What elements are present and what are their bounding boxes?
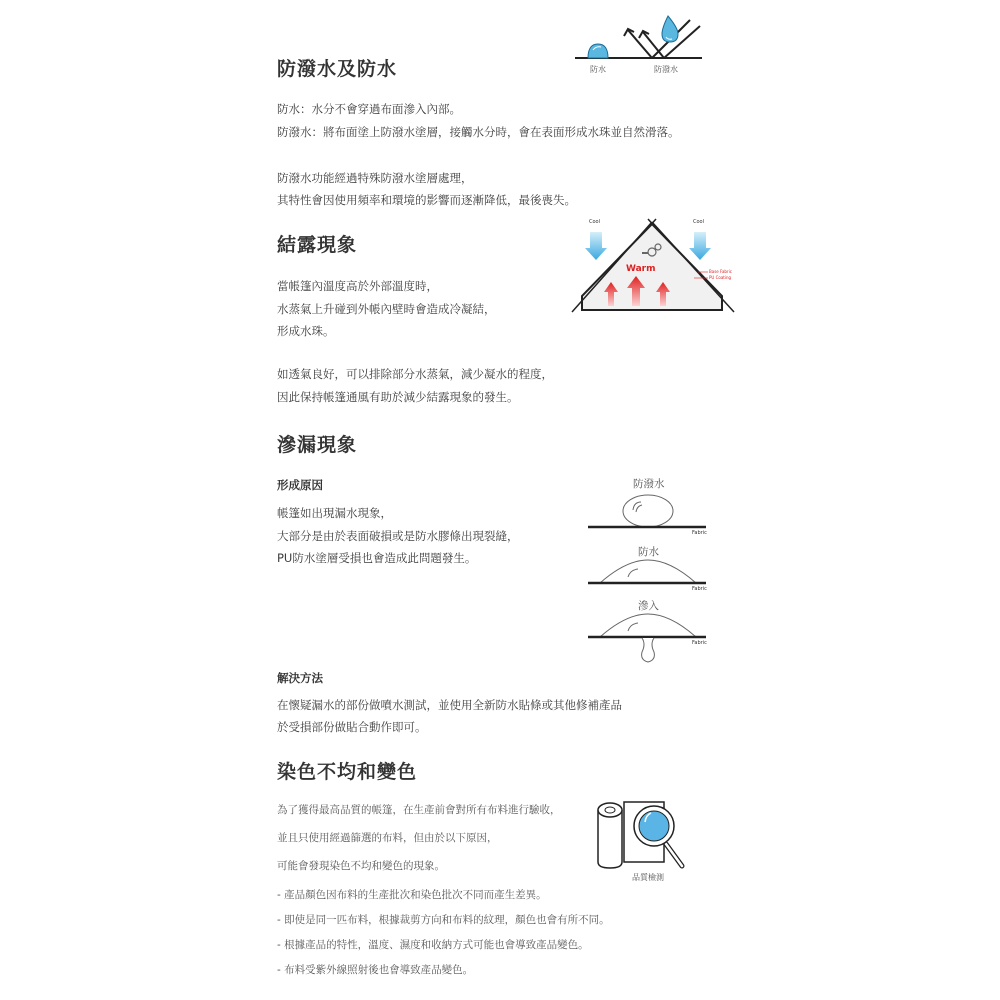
dye-line-1: 為了獲得最高品質的帳篷，在生產前會對所有布料進行驗收， <box>277 804 561 816</box>
dye-bullet-1: - 產品顏色因布料的生產批次和染色批次不同而產生差異。 <box>277 889 547 901</box>
dye-bullet-3: - 根據產品的特性，溫度、濕度和收納方式可能也會導致產品變色。 <box>277 939 589 951</box>
fabric-label-1: Fabric <box>692 530 707 536</box>
waterproof-line-4: 其特性會因使用頻率和環境的影響而逐漸降低，最後喪失。 <box>277 193 576 207</box>
cool-label-left: Cool <box>589 219 600 225</box>
solution-subtitle: 解決方法 <box>277 671 323 685</box>
solution-line-1: 在懷疑漏水的部份做噴水測試，並使用全新防水貼條或其他修補產品 <box>277 698 622 712</box>
waterproof-line-1: 防水：水分不會穿過布面滲入內部。 <box>277 102 461 116</box>
condensation-line-2: 水蒸氣上升碰到外帳內壁時會造成冷凝結， <box>277 302 496 316</box>
section-title-dye: 染色不均和變色 <box>277 761 418 783</box>
fabric-roll-magnifier-icon <box>594 796 694 876</box>
condensation-line-5: 因此保持帳篷通風有助於減少結露現象的發生。 <box>277 390 519 404</box>
dye-bullet-4: - 布料受紫外線照射後也會導致產品變色。 <box>277 964 474 976</box>
leak-label-water-repellent: 防潑水 <box>633 478 665 490</box>
pu-coating-label: PU Coating <box>709 275 732 280</box>
figure-label-waterproof: 防水 <box>590 65 606 74</box>
base-fabric-label: Base Fabric <box>709 269 732 274</box>
section-title-waterproof: 防潑水及防水 <box>277 58 398 80</box>
dye-line-2: 並且只使用經過篩選的布料，但由於以下原因， <box>277 832 498 844</box>
condensation-line-4: 如透氣良好，可以排除部分水蒸氣，減少凝水的程度， <box>277 367 553 381</box>
waterproof-line-2: 防潑水：將布面塗上防潑水塗層，接觸水分時，會在表面形成水珠並自然滑落。 <box>277 125 680 139</box>
dye-line-3: 可能會發現染色不均和變色的現象。 <box>277 860 445 872</box>
cause-line-3: PU防水塗層受損也會造成此問題發生。 <box>277 551 477 565</box>
leakage-figure <box>586 474 706 666</box>
quality-inspection-figure <box>594 796 694 886</box>
cause-line-2: 大部分是由於表面破損或是防水膠條出現裂縫， <box>277 529 519 543</box>
fabric-label-3: Fabric <box>692 640 707 646</box>
warm-label: Warm <box>626 264 656 274</box>
condensation-line-1: 當帳篷內溫度高於外部溫度時， <box>277 279 438 293</box>
waterproof-figure <box>572 12 708 78</box>
droplet-fabric-diagram-icon <box>586 474 706 666</box>
dye-bullet-2: - 即使是同一匹布料，根據裁剪方向和布料的紋理，顏色也會有所不同。 <box>277 914 610 926</box>
section-title-leakage: 滲漏現象 <box>277 434 358 456</box>
condensation-figure <box>570 216 740 322</box>
quality-inspection-caption: 品質檢測 <box>632 873 664 882</box>
solution-line-2: 於受損部份做貼合動作即可。 <box>277 720 427 734</box>
condensation-line-3: 形成水珠。 <box>277 324 335 338</box>
leak-label-waterproof: 防水 <box>638 546 659 558</box>
leak-label-seepage: 滲入 <box>638 600 659 612</box>
cause-line-1: 帳篷如出現漏水現象， <box>277 506 392 520</box>
fabric-label-2: Fabric <box>692 586 707 592</box>
waterproof-line-3: 防潑水功能經過特殊防潑水塗層處理， <box>277 171 473 185</box>
figure-label-water-repellent: 防潑水 <box>654 65 678 74</box>
cool-label-right: Cool <box>693 219 704 225</box>
cause-subtitle: 形成原因 <box>277 478 323 492</box>
section-title-condensation: 結露現象 <box>277 234 358 256</box>
